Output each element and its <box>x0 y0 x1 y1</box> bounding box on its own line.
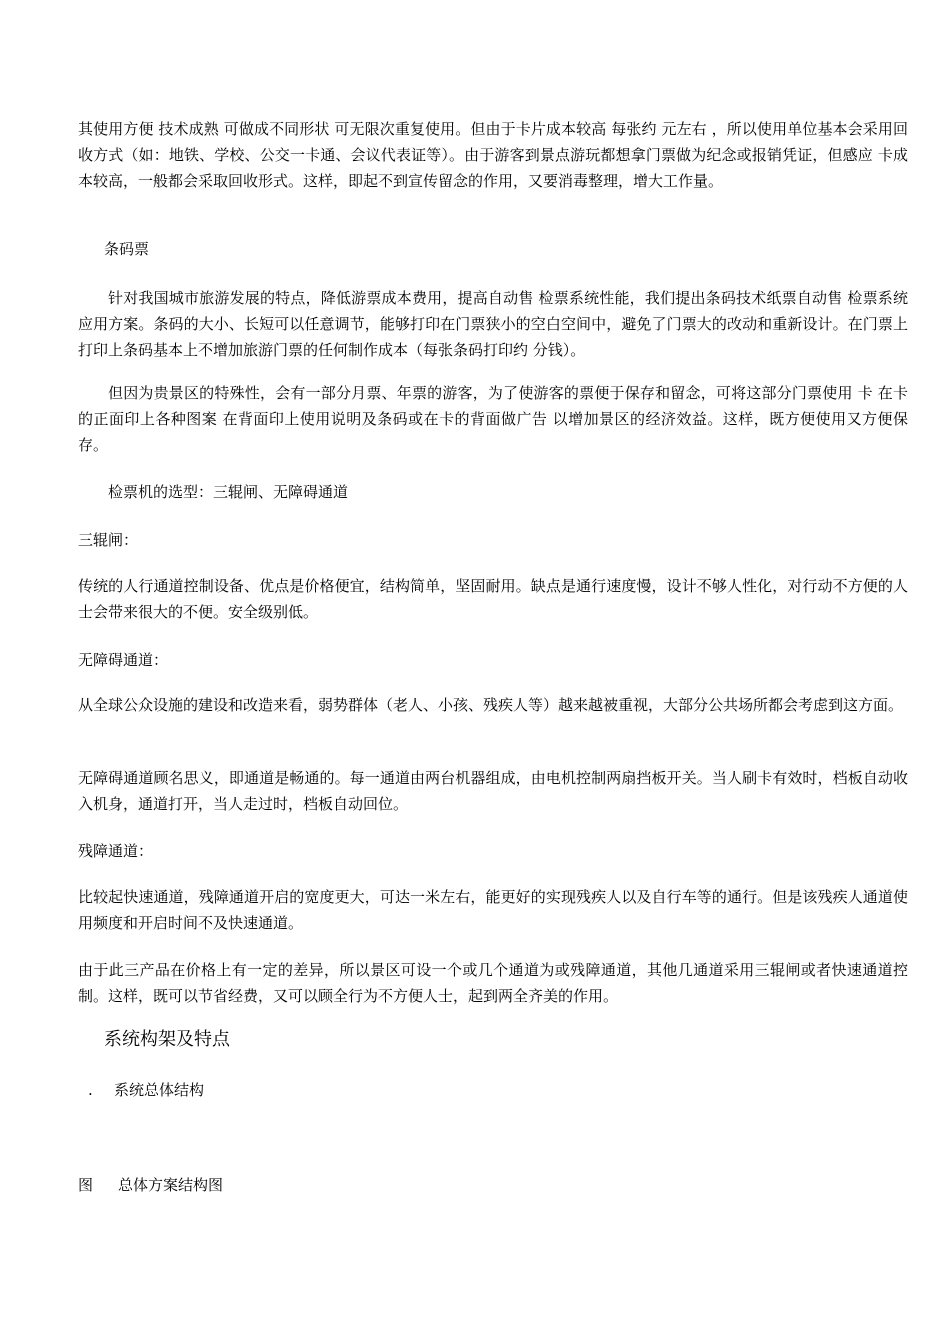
paragraph-tripod-turnstile: 传统的人行通道控制设备、优点是价格便宜，结构简单，坚固耐用。缺点是通行速度慢，设计不够人性化，对行动不方便的人士会带来很大的不便。安全级别低。 <box>78 577 908 621</box>
paragraph-card-cost: 其使用方便 技术成熟 可做成不同形状 可无限次重复使用。但由于卡片成本较高 每张约 元左右 ，所以使用单位基本会采用回收方式（如：地铁、学校、公交一卡通、会议代表证等）。由于游客到景点游玩都想拿门票做为纪念或报销凭证，但感应 卡成本较高，一般都会采取回收形式。这样，即起不到宣传留念的作用，又要消毒整理，增大工作量。 <box>78 120 908 190</box>
label-barrier-free: 无障碍通道： <box>78 651 169 669</box>
paragraph-barrier-free-2: 无障碍通道顾名思义，即通道是畅通的。每一通道由两台机器组成，由电机控制两扇挡板开关。当人刷卡有效时，档板自动收入机身，通道打开，当人走过时，档板自动回位。 <box>78 769 908 813</box>
label-tripod-turnstile: 三辊闸： <box>78 531 139 549</box>
paragraph-barrier-free-1: 从全球公众设施的建设和改造来看，弱势群体（老人、小孩、残疾人等）越来越被重视，大部分公共场所都会考虑到这方面。 <box>78 696 904 714</box>
figure-caption: 总体方案结构图 <box>118 1176 224 1194</box>
paragraph-barcode-solution: 针对我国城市旅游发展的特点，降低游票成本费用，提高自动售 检票系统性能，我们提出条码技术纸票自动售 检票系统应用方案。条码的大小、长短可以任意调节，能够打印在门票狭小的空白空间中，避免了门票大的改动和重新设计。在门票上打印上条码基本上不增加旅游门票的任何制作成本（每张条码打印约 分钱）。 <box>78 289 908 359</box>
subsection-title: 系统总体结构 <box>114 1081 205 1099</box>
paragraph-conclusion: 由于此三产品在价格上有一定的差异，所以景区可设一个或几个通道为或残障通道，其他几通道采用三辊闸或者快速通道控制。这样，既可以节省经费，又可以顾全行为不方便人士，起到两全齐美的作用。 <box>78 961 908 1005</box>
heading-barcode-ticket: 条码票 <box>104 240 150 258</box>
heading-system-architecture: 系统构架及特点 <box>104 1029 230 1050</box>
line-gate-selection: 检票机的选型：三辊闸、无障碍通道 <box>108 483 349 501</box>
paragraph-disabled-channel: 比较起快速通道，残障通道开启的宽度更大，可达一米左右，能更好的实现残疾人以及自行车等的通行。但是该残疾人通道使用频度和开启时间不及快速通道。 <box>78 888 908 932</box>
paragraph-barcode-special: 但因为贵景区的特殊性，会有一部分月票、年票的游客，为了使游客的票便于保存和留念，可将这部分门票使用 卡 在卡的正面印上各种图案 在背面印上使用说明及条码或在卡的背面做广告 以增加景区的经济效益。这样，既方便使用又方便保存。 <box>78 384 908 454</box>
subsection-number: . <box>88 1081 93 1099</box>
label-disabled-channel: 残障通道： <box>78 842 154 860</box>
figure-label: 图 <box>78 1176 94 1194</box>
